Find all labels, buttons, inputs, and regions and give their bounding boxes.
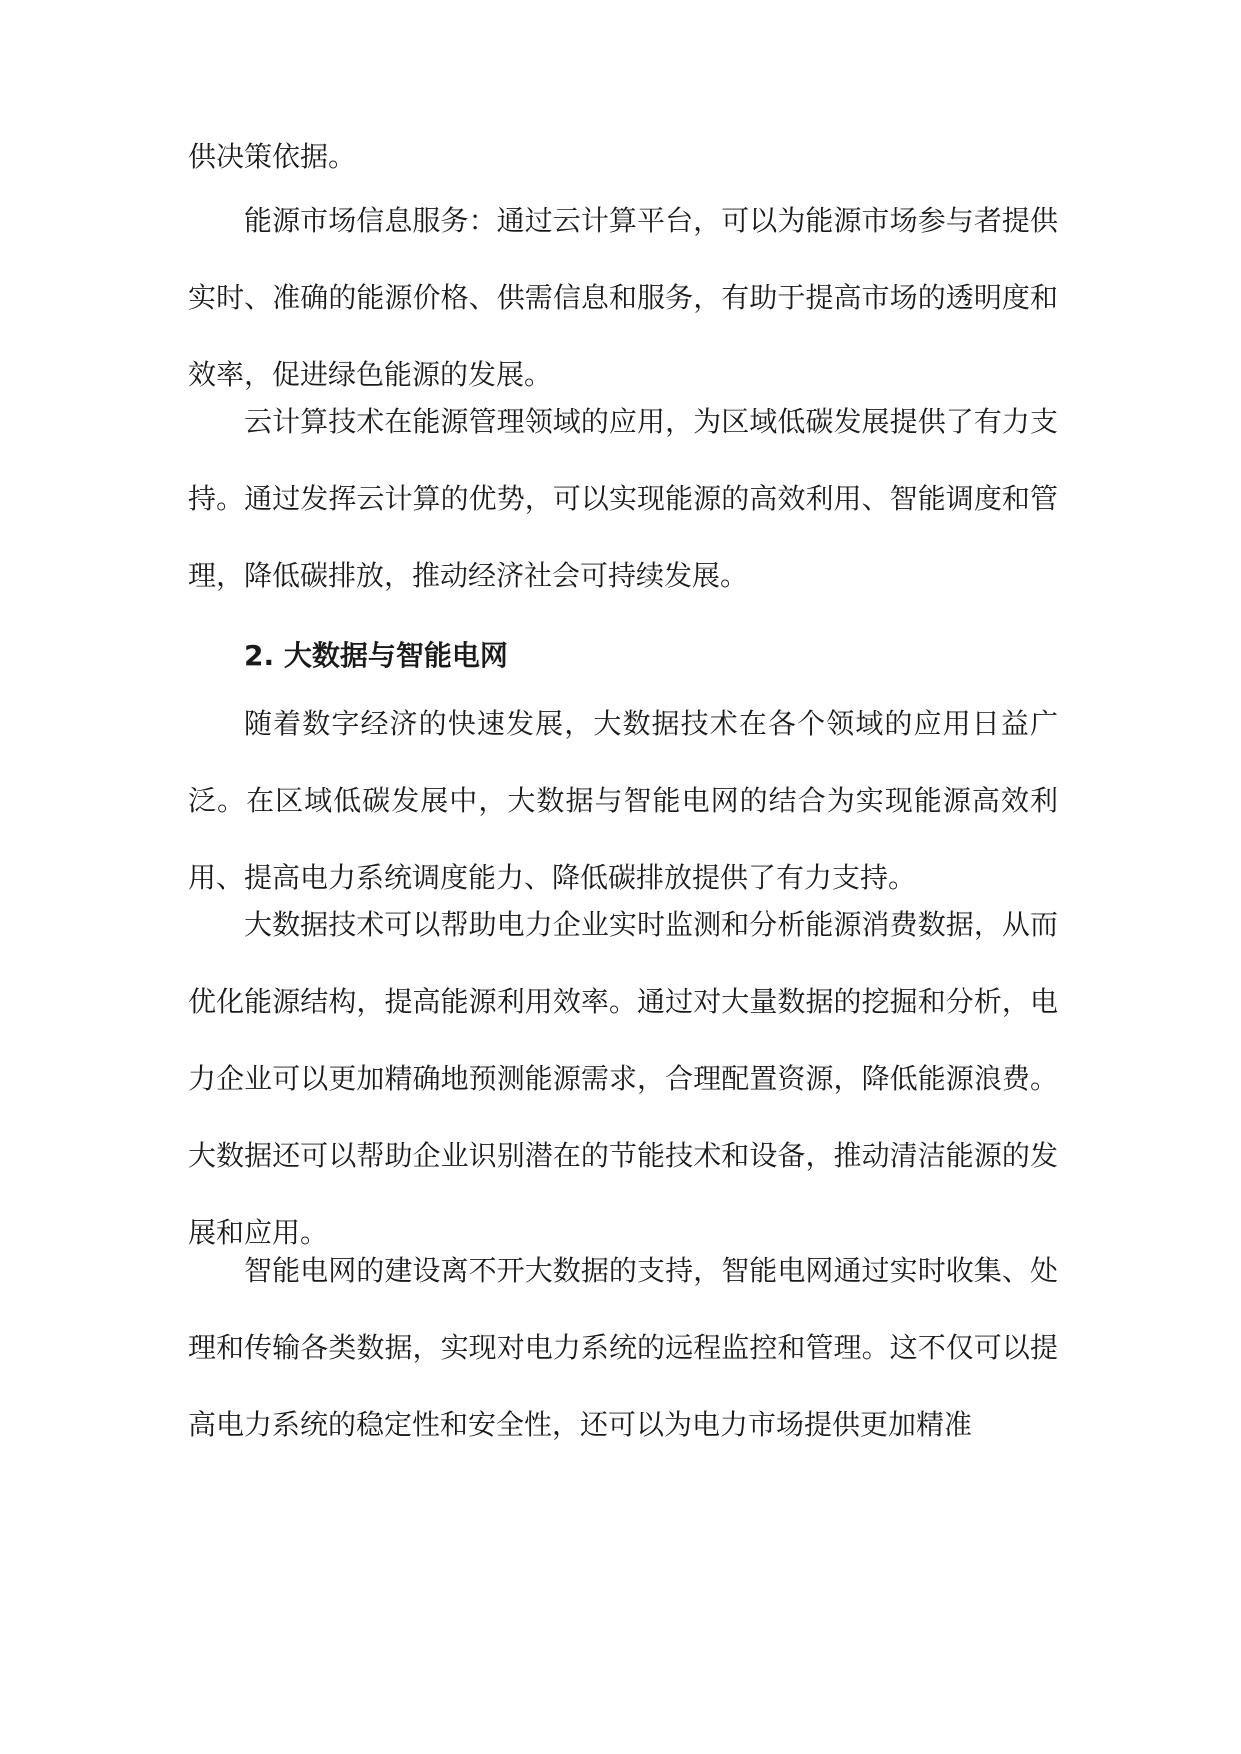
- paragraph-big-data-intro: 随着数字经济的快速发展，大数据技术在各个领域的应用日益广泛。在区域低碳发展中，大数据与智能电网的结合为实现能源高效利用、提高电力系统调度能力、降低碳排放提供了有力支持。: [188, 707, 1058, 894]
- paragraph-smart-grid: 智能电网的建设离不开大数据的支持，智能电网通过实时收集、处理和传输各类数据，实现对电力系统的远程监控和管理。这不仅可以提高电力系统的稳定性和安全性，还可以为电力市场提供更加精准: [188, 1254, 1058, 1441]
- paragraph-continuation: 供决策依据。: [188, 140, 357, 173]
- paragraph-cloud-computing-summary: 云计算技术在能源管理领域的应用，为区域低碳发展提供了有力支持。通过发挥云计算的优势，可以实现能源的高效利用、智能调度和管理，降低碳排放，推动经济社会可持续发展。: [188, 405, 1058, 592]
- section-heading: 2. 大数据与智能电网: [244, 639, 508, 672]
- paragraph-big-data-power-enterprise: 大数据技术可以帮助电力企业实时监测和分析能源消费数据，从而优化能源结构，提高能源利用效率。通过对大量数据的挖掘和分析，电力企业可以更加精确地预测能源需求，合理配置资源，降低能源浪费。大数据还可以帮助企业识别潜在的节能技术和设备，推动清洁能源的发展和应用。: [188, 908, 1058, 1249]
- paragraph-energy-market-info: 能源市场信息服务：通过云计算平台，可以为能源市场参与者提供实时、准确的能源价格、供需信息和服务，有助于提高市场的透明度和效率，促进绿色能源的发展。: [188, 204, 1058, 391]
